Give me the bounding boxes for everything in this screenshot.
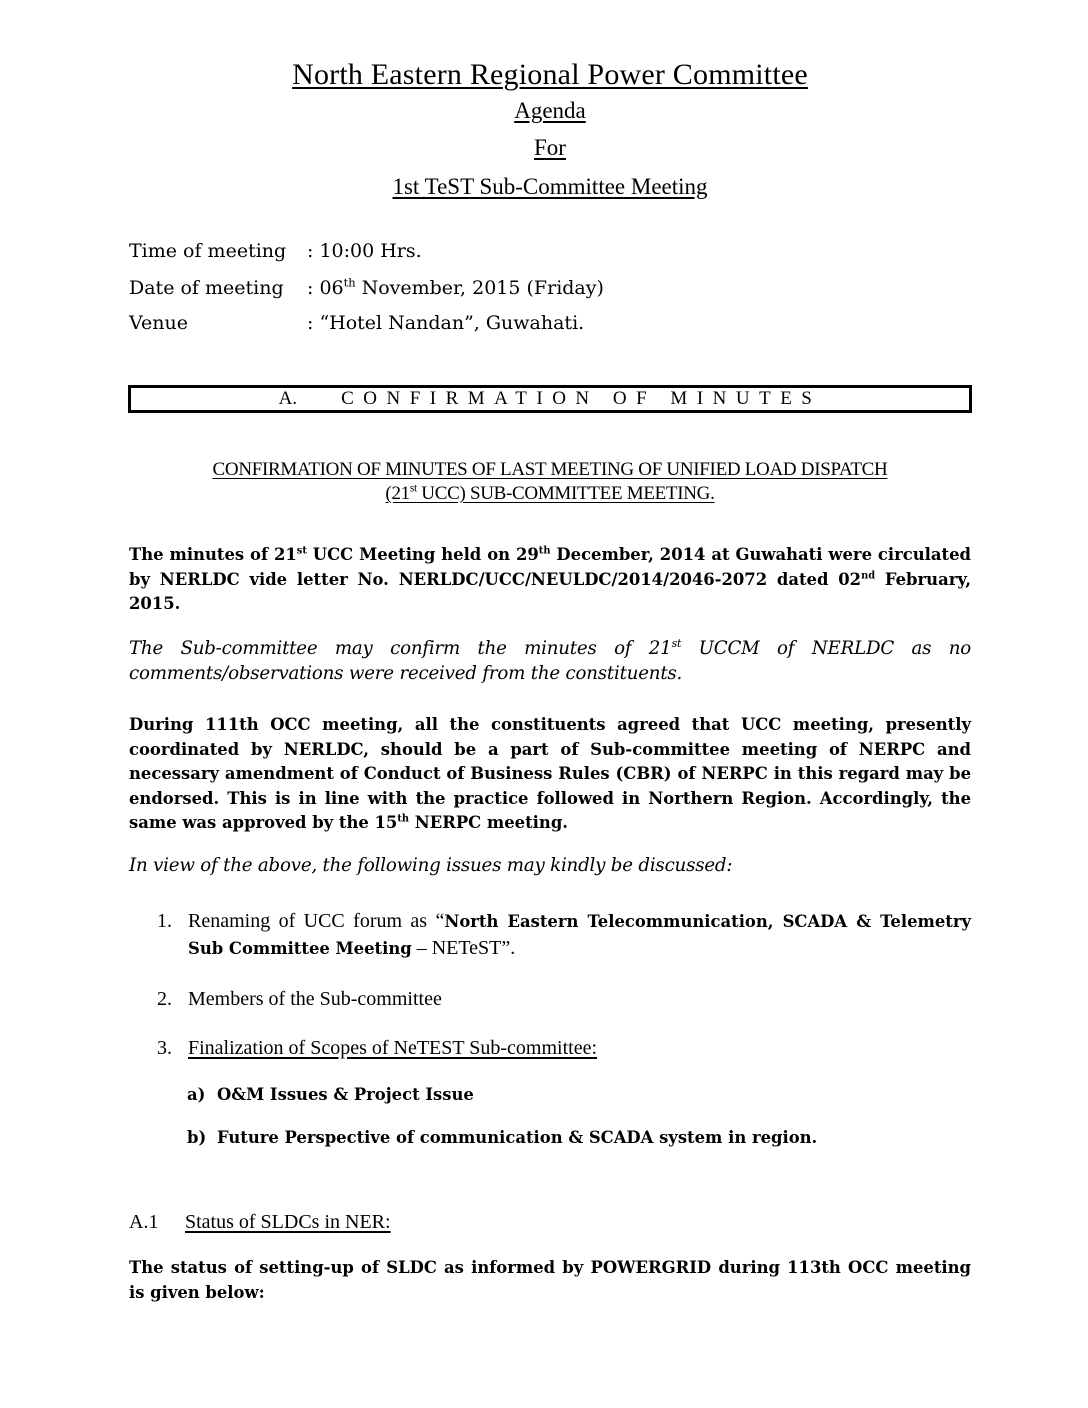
organization-title: North Eastern Regional Power Committee bbox=[292, 58, 808, 91]
meeting-date-row bbox=[129, 277, 604, 299]
meeting-venue-row bbox=[129, 312, 584, 334]
section-a-title: CONFIRMATION OF MINUTES bbox=[341, 388, 822, 409]
section-a-box bbox=[128, 385, 972, 413]
subsection-a1-heading bbox=[129, 1211, 391, 1234]
for-heading: For bbox=[534, 135, 566, 160]
section-a-letter: A. bbox=[278, 388, 298, 409]
meeting-title: 1st TeST Sub-Committee Meeting bbox=[392, 174, 708, 199]
issue-item bbox=[157, 908, 971, 962]
sldc-status-paragraph: The status of setting-up of SLDC as informed by POWERGRID during 113th OCC meeting is given below: bbox=[129, 1258, 971, 1302]
scope-sub-item bbox=[187, 1128, 817, 1147]
meeting-time-label: Time of meeting bbox=[129, 240, 287, 262]
issue-number: 3. bbox=[157, 1037, 172, 1059]
issue-item bbox=[157, 1035, 971, 1062]
subsection-title: Status of SLDCs in NER: bbox=[185, 1211, 391, 1233]
meeting-date-value: : 06th November, 2015 (Friday) bbox=[307, 275, 604, 299]
sub-item-label: b) bbox=[187, 1128, 207, 1147]
issue-number: 1. bbox=[157, 910, 172, 932]
scope-sub-item bbox=[187, 1085, 474, 1104]
issue-item bbox=[157, 986, 971, 1013]
sub-item-text: Future Perspective of communication & SCADA system in region. bbox=[217, 1128, 818, 1147]
issue-text: Renaming of UCC forum as “North Eastern Telecommunication, SCADA & Telemetry Sub Committee Meeting – NETeST”. bbox=[188, 910, 972, 959]
minutes-circulation-paragraph: The minutes of 21st UCC Meeting held on 29th December, 2014 at Guwahati were circulated by NERLDC vide letter No. NERLDC/UCC/NEULDC/2014/2046-2072 dated 02nd February, 2015. bbox=[129, 545, 971, 613]
meeting-venue-label: Venue bbox=[129, 312, 188, 334]
meeting-venue-value: : “Hotel Nandan”, Guwahati. bbox=[307, 312, 585, 334]
sub-item-text: O&M Issues & Project Issue bbox=[217, 1085, 474, 1104]
sub-item-label: a) bbox=[187, 1085, 206, 1104]
meeting-time-value: : 10:00 Hrs. bbox=[307, 240, 422, 262]
issue-text: Finalization of Scopes of NeTEST Sub-committee: bbox=[188, 1037, 598, 1059]
subsection-number: A.1 bbox=[129, 1211, 159, 1233]
meeting-date-label: Date of meeting bbox=[129, 277, 284, 299]
agenda-heading: Agenda bbox=[514, 98, 586, 123]
issue-text: Members of the Sub-committee bbox=[188, 988, 442, 1010]
issue-number: 2. bbox=[157, 988, 172, 1010]
meeting-time-row bbox=[129, 240, 422, 262]
occ-meeting-paragraph: During 111th OCC meeting, all the constituents agreed that UCC meeting, presently coordinated by NERLDC, should be a part of Sub-committee meeting of NERPC and necessary amendment of Conduct of Business Rules (CBR) of NERPC in this regard may be endorsed. This is in line with the practice followed in Northern Region. Accordingly, the same was approved by the 15th NERPC meeting. bbox=[129, 715, 971, 832]
issues-intro-paragraph: In view of the above, the following issues may kindly be discussed: bbox=[129, 855, 733, 876]
confirm-minutes-paragraph: The Sub-committee may confirm the minutes of 21st UCCM of NERLDC as no comments/observations were received from the constituents. bbox=[129, 636, 971, 684]
confirmation-heading: CONFIRMATION OF MINUTES OF LAST MEETING OF UNIFIED LOAD DISPATCH (21st UCC) SUB-COMMITTEE MEETING. bbox=[212, 459, 888, 504]
